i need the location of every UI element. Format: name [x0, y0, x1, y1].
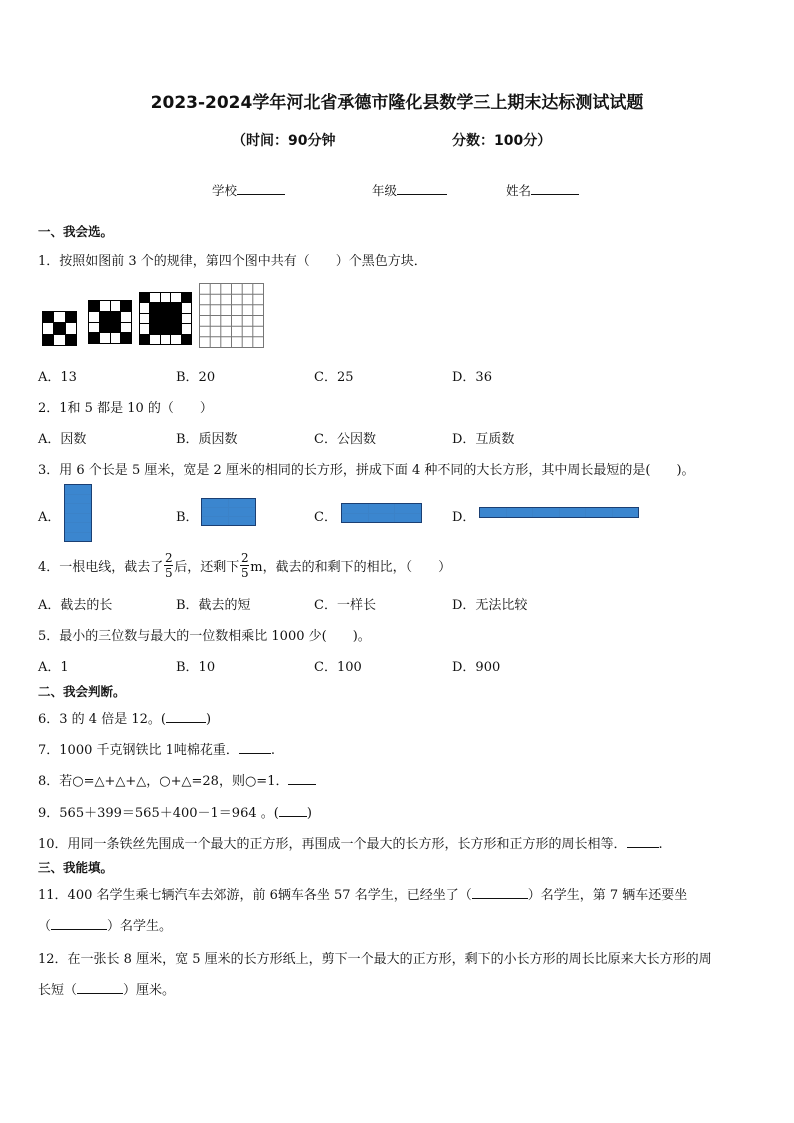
- q3-option-b[interactable]: B．: [176, 510, 199, 525]
- page-title: 2023-2024学年河北省承德市隆化县数学三上期末达标测试试题: [150, 93, 644, 113]
- name-field: [506, 181, 579, 199]
- answer-blank[interactable]: [51, 917, 107, 930]
- question-11-line-1: 11．400 名学生乘七辆汽车去郊游，前 6辆车各坐 57 名学生，已经坐了（ ）名学生，第 7 辆车还要坐: [38, 888, 688, 903]
- q3-figure-c: [341, 503, 422, 523]
- question-6: 6．3 的 4 倍是 12。( ): [38, 712, 212, 727]
- q4-option-c[interactable]: C．一样长: [314, 598, 376, 613]
- question-4: [38, 547, 451, 583]
- q3-option-d[interactable]: D．: [452, 510, 476, 525]
- q1-option-c[interactable]: C．25: [314, 370, 354, 385]
- q1-option-a[interactable]: A．13: [38, 370, 77, 385]
- grade-field: [372, 181, 447, 199]
- q4-option-d[interactable]: D．无法比较: [452, 598, 528, 613]
- question-7: 7．1000 千克钢铁比 1吨棉花重． .: [38, 743, 276, 758]
- question-12-line-1: 12．在一张长 8 厘米，宽 5 厘米的长方形纸上，剪下一个最大的正方形，剩下的小长方形的周长比原来大长方形的周: [38, 952, 712, 967]
- section-heading-choose: 一、我会选。: [38, 224, 114, 239]
- question-11-line-2: （ ）名学生。: [38, 919, 173, 934]
- q2-option-a[interactable]: A．因数: [38, 432, 87, 447]
- exam-time: （时间：90分钟: [232, 133, 336, 149]
- q5-option-b[interactable]: B．10: [176, 660, 216, 675]
- q5-option-c[interactable]: C．100: [314, 660, 362, 675]
- q4-text-1: 4．一根电线，截去了: [38, 559, 164, 575]
- answer-blank[interactable]: [279, 804, 307, 817]
- question-5: 5．最小的三位数与最大的一位数相乘比 1000 少( )。: [38, 629, 371, 644]
- q2-option-b[interactable]: B．质因数: [176, 432, 238, 447]
- answer-blank[interactable]: [627, 835, 659, 848]
- answer-blank[interactable]: [166, 710, 206, 723]
- q3-figure-b: [201, 498, 256, 526]
- answer-blank[interactable]: [77, 981, 123, 994]
- pattern-figure-2: [88, 300, 132, 344]
- q3-figure-a: [64, 484, 92, 542]
- grade-label: 年级: [372, 183, 398, 198]
- pattern-figure-1: [42, 311, 77, 346]
- school-label: 学校: [212, 183, 238, 198]
- answer-blank[interactable]: [472, 886, 528, 899]
- question-12-line-2: 长短（ ）厘米。: [38, 983, 176, 998]
- q1-option-b[interactable]: B．20: [176, 370, 216, 385]
- empty-grid-figure-4: [199, 283, 265, 348]
- section-heading-fill: 三、我能填。: [38, 860, 114, 875]
- question-3: 3．用 6 个长是 5 厘米，宽是 2 厘米的相同的长方形，拼成下面 4 种不同的大长方形，其中周长最短的是( )。: [38, 463, 695, 478]
- name-label: 姓名: [506, 183, 532, 198]
- fraction-two-fifths-1: $\frac{2}{5}$: [164, 550, 173, 580]
- fraction-two-fifths-2: $\frac{2}{5}$: [240, 550, 249, 580]
- answer-blank[interactable]: [239, 741, 271, 754]
- q4-option-a[interactable]: A．截去的长: [38, 598, 113, 613]
- q3-option-c[interactable]: C．: [314, 510, 337, 525]
- q4-text-3: m，截去的和剩下的相比，（ ）: [250, 559, 452, 575]
- q2-option-d[interactable]: D．互质数: [452, 432, 515, 447]
- q3-figure-d: [479, 507, 639, 518]
- question-1: 1．按照如图前 3 个的规律，第四个图中共有（ ）个黑色方块．: [38, 254, 427, 269]
- q4-text-2: 后，还剩下: [174, 559, 240, 575]
- answer-blank[interactable]: [288, 772, 316, 785]
- question-10: 10．用同一条铁丝先围成一个最大的正方形，再围成一个最大的长方形，长方形和正方形的周长相等． .: [38, 837, 663, 852]
- q4-option-b[interactable]: B．截去的短: [176, 598, 251, 613]
- q5-option-a[interactable]: A．1: [38, 660, 69, 675]
- question-8: 8．若○=△+△+△，○+△=28，则○=1．: [38, 770, 316, 789]
- section-heading-judge: 二、我会判断。: [38, 684, 126, 699]
- exam-score: 分数：100分）: [452, 133, 552, 149]
- school-field: [212, 181, 285, 199]
- q5-option-d[interactable]: D．900: [452, 660, 501, 675]
- q1-option-d[interactable]: D．36: [452, 370, 492, 385]
- question-2: 2．1和 5 都是 10 的（ ）: [38, 401, 213, 416]
- question-9: 9．565＋399＝565＋400－1＝964 。( ): [38, 806, 312, 821]
- q3-option-a[interactable]: A．: [38, 510, 61, 525]
- pattern-figure-3: [139, 292, 192, 345]
- q2-option-c[interactable]: C．公因数: [314, 432, 376, 447]
